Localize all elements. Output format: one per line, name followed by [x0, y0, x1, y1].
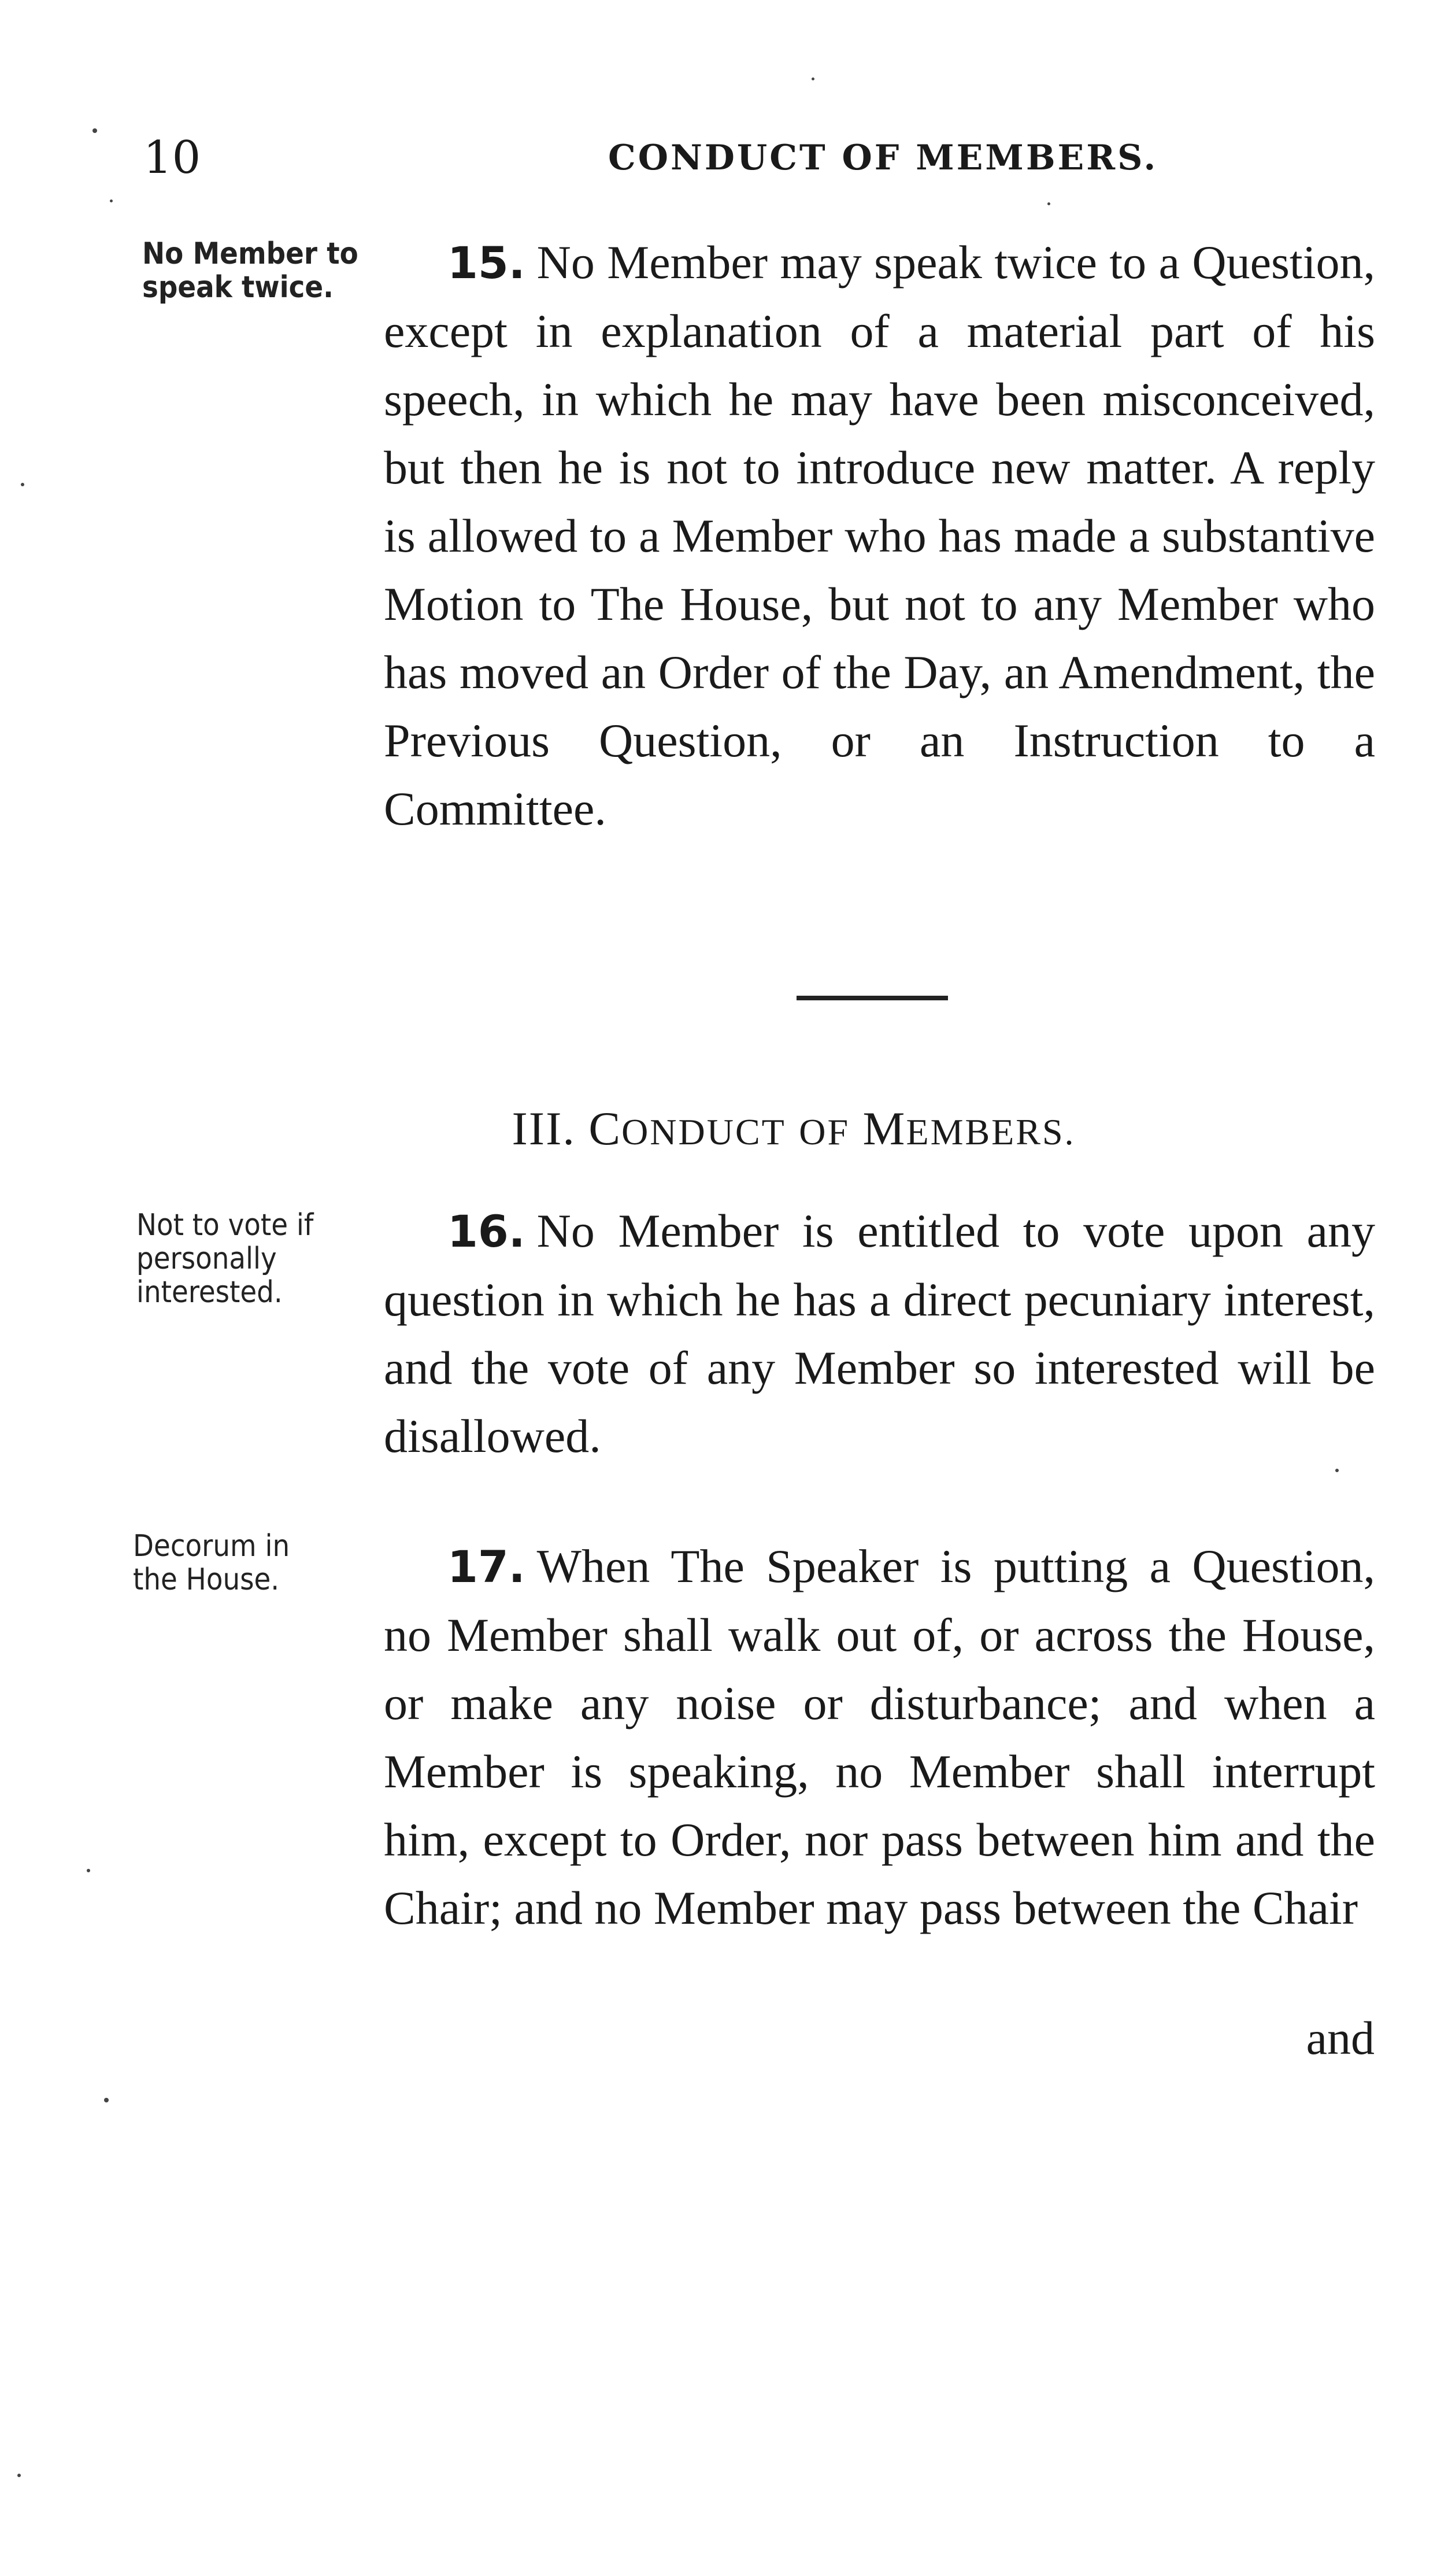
paragraph-text: When The Speaker is putting a Question, no Member shall walk out of, or across the House, or make any noise or disturbance; and when a Member is speaking, no Member shall interrupt him, except to Order, nor pass between him and the Chair; and no Member may pass between the Chair — [384, 1540, 1375, 1934]
sidenote-personal-interest: Not to vote if personally interested. — [136, 1208, 314, 1310]
paragraph-text: No Member may speak twice to a Question, except in explanation of a material part of his speech, in which he may have been misconceived, but then he is not to introduce new matter. A reply is allowed to a Member who has made a substantive Motion to The House, but not to any Member who has moved an Order of the Day, an Amendment, the Previous Question, or an Instruction to a Committee. — [384, 236, 1375, 835]
scan-speck — [1047, 202, 1050, 205]
scan-speck — [21, 483, 24, 486]
heading-word-2: OF — [799, 1111, 850, 1152]
scan-speck — [17, 2474, 21, 2477]
paragraph-17 — [384, 1532, 1375, 1942]
heading-word-3: MEMBERS. — [862, 1102, 1076, 1155]
catchword: and — [1306, 2012, 1375, 2064]
paragraph-16 — [384, 1197, 1375, 1470]
scan-speck — [812, 77, 814, 80]
running-head: CONDUCT OF MEMBERS. — [608, 138, 1158, 178]
scan-speck — [104, 2098, 109, 2102]
scan-speck — [87, 1869, 90, 1872]
paragraph-15 — [384, 228, 1375, 843]
heading-word-1: CONDUCT — [588, 1102, 786, 1155]
page-number: 10 — [143, 132, 201, 184]
sidenote-speak-twice: No Member to speak twice. — [142, 236, 358, 305]
paragraph-number: 17. — [447, 1541, 525, 1592]
sidenote-decorum: Decorum in the House. — [133, 1529, 290, 1597]
section-heading — [0, 1102, 1437, 1156]
paragraph-number: 16. — [447, 1206, 525, 1257]
scan-speck — [1335, 1469, 1339, 1472]
heading-numeral: III. — [512, 1102, 576, 1155]
scan-speck — [110, 199, 113, 202]
section-divider — [797, 996, 948, 1000]
scan-speck — [92, 128, 97, 133]
paragraph-number: 15. — [447, 237, 525, 289]
paragraph-text: No Member is entitled to vote upon any question in which he has a direct pecuniary interest, and the vote of any Member so interested will be disallowed. — [384, 1204, 1375, 1462]
